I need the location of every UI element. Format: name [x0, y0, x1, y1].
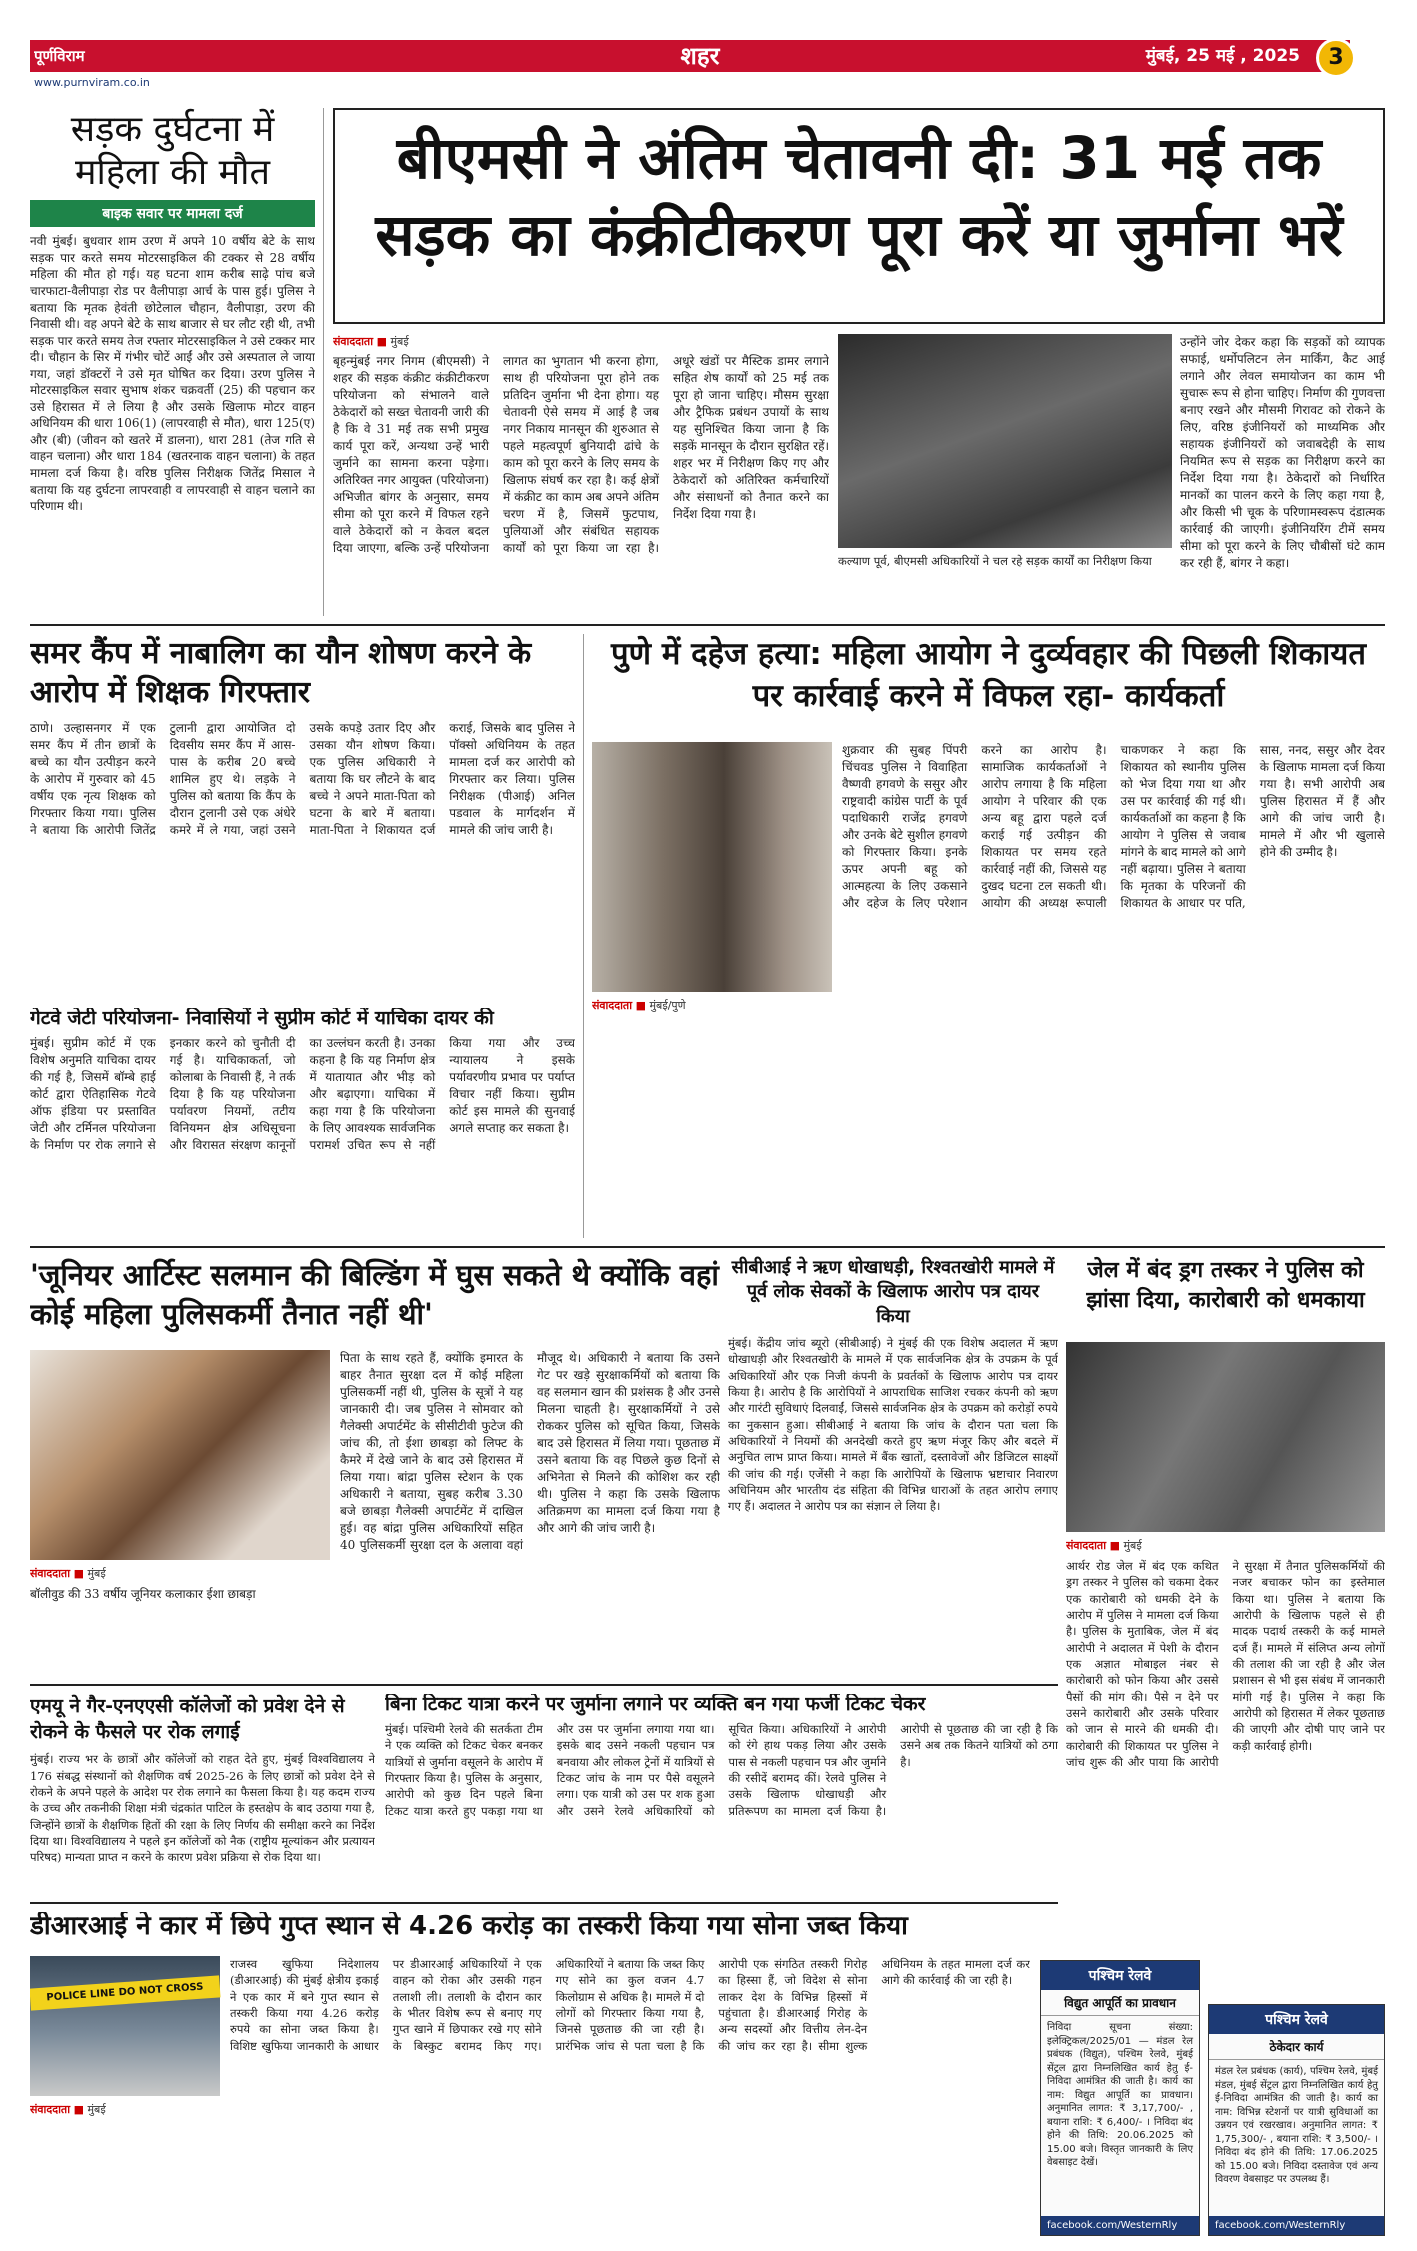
byline-city: मुंबई: [1123, 1539, 1142, 1552]
pune-text: शुक्रवार की सुबह पिंपरी चिंचवड पुलिस ने विवाहिता वैष्णवी हगवणे के ससुर और राष्ट्रवादी कांग्रेस पार्टी के पूर्व पदाधिकारी राजेंद्र हगवणे और उनके बेटे सुशील हगवणे को गिरफ्तार किया। इनके ऊपर अपनी बहू को आत्महत्या के लिए उकसाने और दहेज के लिए परेशान करने का आरोप है। सामाजिक कार्यकर्ताओं ने आरोप लगाया है कि महिला आयोग ने परिवार की एक अन्य बहू द्वारा पहले दर्ज कराई गई उत्पीड़न की शिकायत पर समय रहते कार्रवाई नहीं की, जिससे यह दुखद घटना टल सकती थी। आयोग की अध्यक्ष रूपाली चाकणकर ने कहा कि शिकायत को स्थानीय पुलिस को भेज दिया गया था और उस पर कार्रवाई की गई थी। कार्यकर्ताओं का कहना है कि आयोग ने पुलिस से जवाब मांगने के बाद मामले को आगे नहीं बढ़ाया। पुलिस ने बताया कि मृतका के परिजनों की शिकायत के आधार पर पति, सास, ननद, ससुर और देवर के खिलाफ मामला दर्ज किया गया है। सभी आरोपी अब पुलिस हिरासत में हैं और आगे की जांच जारी है। मामले में और भी खुलासे होने की उम्मीद है।: [842, 743, 1385, 911]
story-pocso: [30, 634, 575, 1000]
page-number-badge: [1316, 38, 1356, 78]
story-salman: [30, 1256, 720, 1676]
byline-marker: ■: [635, 999, 646, 1012]
story-ticket: [385, 1694, 1058, 1894]
cbi-text: मुंबई। केंद्रीय जांच ब्यूरो (सीबीआई) ने मुंबई की एक विशेष अदालत में ऋण धोखाधड़ी और रिश्वतखोरी के मामले में एक सार्वजनिक क्षेत्र के उपक्रम के पूर्व अधिकारियों और एक निजी कंपनी के प्रवर्तकों के खिलाफ आरोप पत्र दायर किया है। आरोप है कि आरोपियों ने आपराधिक साजिश रचकर कंपनी को ऋण और गारंटी सुविधाएं दिलवाईं, जिससे सार्वजनिक क्षेत्र के उपक्रम को करोड़ों रुपये का नुकसान हुआ। सीबीआई ने बताया कि जांच के दौरान पता चला कि अधिकारियों ने नियमों की अनदेखी करते हुए ऋण मंजूर किए और बदले में अनुचित लाभ प्राप्त किया। मामले में बैंक खातों, दस्तावेजों और डिजिटल साक्ष्यों की जांच की गई। एजेंसी ने कहा कि आरोपियों के खिलाफ भ्रष्टाचार निवारण अधिनियम और भारतीय दंड संहिता की विभिन्न धाराओं के तहत आरोप लगाए गए हैं। अदालत ने आरोप पत्र का संज्ञान ले लिया है।: [728, 1335, 1058, 1514]
section-title: शहर: [680, 42, 720, 70]
dri-text: राजस्व खुफिया निदेशालय (डीआरआई) की मुंबई क्षेत्रीय इकाई ने एक कार में बने गुप्त स्थान से तस्करी किया गया 4.26 करोड़ रुपये का सोना जब्त किया है। विशिष्ट खुफिया जानकारी के आधार पर डीआरआई अधिकारियों ने एक वाहन को रोका और उसकी गहन तलाशी ली। तलाशी के दौरान कार के भीतर विशेष रूप से बनाए गए गुप्त खाने में छिपाकर रखे गए सोने के बिस्कुट बरामद किए गए। अधिकारियों ने बताया कि जब्त किए गए सोने का कुल वजन 4.7 किलोग्राम से अधिक है। मामले में दो लोगों को गिरफ्तार किया गया है, जिनसे पूछताछ की जा रही है। प्रारंभिक जांच से पता चला है कि आरोपी एक संगठित तस्करी गिरोह का हिस्सा हैं, जो विदेश से सोना लाकर देश के विभिन्न हिस्सों में पहुंचाता है। डीआरआई गिरोह के अन्य सदस्यों और वित्तीय लेन-देन की जांच कर रहा है। सीमा शुल्क अधिनियम के तहत मामला दर्ज कर आगे की कार्रवाई की जा रही है।: [230, 1957, 1030, 2053]
lead-photo-caption: कल्याण पूर्व, बीएमसी अधिकारियों ने चल रहे सड़क कार्यों का निरीक्षण किया: [838, 554, 1152, 568]
mu-headline: एमयू ने गैर-एनएएसी कॉलेजों को प्रवेश देने से रोकने के फैसले पर रोक लगाई: [30, 1695, 345, 1743]
story-drug: [1066, 1256, 1385, 1996]
website[interactable]: www.purnviram.co.in: [34, 76, 150, 89]
lead-photo-block: [838, 334, 1172, 616]
railway-tender-ad-2: [1208, 2004, 1385, 2236]
salman-headline: 'जूनियर आर्टिस्ट सलमान की बिल्डिंग में घुस सकते थे क्योंकि वहां कोई महिला पुलिसकर्मी तैनात नहीं थी': [30, 1258, 719, 1332]
dri-headline: डीआरआई ने कार में छिपे गुप्त स्थान से 4.26 करोड़ का तस्करी किया गया सोना जब्त किया: [30, 1912, 908, 1941]
byline-marker: ■: [1109, 1539, 1120, 1552]
lead-headline: बीएमसी ने अंतिम चेतावनी दी: 31 मई तक सड़क का कंक्रीटीकरण पूरा करें या जुर्माना भरें: [375, 124, 1343, 270]
byline-city: मुंबई/पुणे: [649, 999, 686, 1012]
ad2-text: मंडल रेल प्रबंधक (कार्य), पश्चिम रेलवे, मुंबई मंडल, मुंबई सेंट्रल द्वारा निम्नलिखित कार्य हेतु ई-निविदा आमंत्रित की जाती है। कार्य का नाम: विभिन्न स्टेशनों पर यात्री सुविधाओं का उन्नयन एवं रखरखाव। अनुमानित लागत: ₹ 1,75,300/- , बयाना राशि: ₹ 3,500/- । निविदा बंद होने की तिथि: 17.06.2025 को 15.00 बजे। निविदा दस्तावेज एवं अन्य विवरण वेबसाइट पर उपलब्ध हैं।: [1215, 2066, 1378, 2185]
lead-story-text: बृहन्मुंबई नगर निगम (बीएमसी) ने शहर की सड़क कंक्रीट कंक्रीटीकरण परियोजना को संभालने वाले ठेकेदारों को सख्त चेतावनी जारी की है कि वे 31 मई तक सभी प्रमुख कार्य पूरा करें, अन्यथा उन्हें भारी जुर्माने का सामना करना पड़ेगा। अतिरिक्त नगर आयुक्त (परियोजना) अभिजीत बांगर के अनुसार, समय सीमा को पूरा करने में विफल रहने वाले ठेकेदारों को न केवल बदल दिया जाएगा, बल्कि उन्हें परियोजना लागत का भुगतान भी करना होगा, साथ ही परियोजना पूरा होने तक प्रतिदिन जुर्माना भी देना होगा। यह चेतावनी ऐसे समय में आई है जब नगर निकाय मानसून की शुरुआत से पहले महत्वपूर्ण बुनियादी ढांचे के काम को पूरा करने के लिए समय के खिलाफ संघर्ष कर रहा है। कई क्षेत्रों में कंक्रीट का काम अब अपने अंतिम चरण में है, जिसमें फुटपाथ, पुलियाओं और संबंधित सहायक कार्यों को पूरा किया जा रहा है। अधूरे खंडों पर मैस्टिक डामर लगाने सहित शेष कार्यों को 25 मई तक पूरा हो जाना चाहिए। मौसम सुरक्षा और ट्रैफिक प्रबंधन उपायों के साथ यह सुनिश्चित किया जाना है कि सड़कें मानसून के दौरान सुरक्षित रहें। शहर भर में निरीक्षण किए गए और ठेकेदारों को अतिरिक्त कर्मचारियों और संसाधनों को तैनात करने का निर्देश दिया गया है।: [333, 354, 829, 556]
byline-city: मुंबई: [390, 335, 409, 348]
lead-inspection-photo: [838, 334, 1172, 548]
gateway-text: मुंबई। सुप्रीम कोर्ट में एक विशेष अनुमति याचिका दायर की गई है, जिसमें बॉम्बे हाई कोर्ट द्वारा ऐतिहासिक गेटवे ऑफ इंडिया पर प्रस्तावित जेटी और टर्मिनल परियोजना के निर्माण पर रोक लगाने से इनकार करने को चुनौती दी गई है। याचिकाकर्ता, जो कोलाबा के निवासी हैं, ने तर्क दिया है कि यह परियोजना पर्यावरण नियमों, तटीय विनियमन क्षेत्र अधिसूचना और विरासत संरक्षण कानूनों का उल्लंघन करती है। उनका कहना है कि यह निर्माण क्षेत्र में यातायात और भीड़ को और बढ़ाएगा। याचिका में कहा गया है कि परियोजना के लिए आवश्यक सार्वजनिक परामर्श उचित रूप से नहीं किया गया और उच्च न्यायालय ने इसके पर्यावरणीय प्रभाव पर पर्याप्त विचार नहीं किया। सुप्रीम कोर्ट इस मामले की सुनवाई अगले सप्ताह कर सकता है।: [30, 1035, 575, 1153]
ad1-header: पश्चिम रेलवे: [1041, 1961, 1199, 1990]
byline-city: मुंबई: [87, 1567, 106, 1580]
byline-marker: ■: [73, 2103, 84, 2116]
police-tape: POLICE LINE DO NOT CROSS: [30, 1975, 221, 2010]
paper-name: पूर्णविराम: [34, 47, 85, 65]
issue-date: मुंबई, 25 मई , 2025: [1145, 46, 1300, 66]
byline-label: संवाददाता: [30, 1567, 71, 1580]
ad2-title: ठेकेदार कार्य: [1209, 2034, 1384, 2060]
lead-headline-box: [333, 108, 1385, 324]
pune-accused-photo: [592, 742, 832, 992]
side-story-text: नवी मुंबई। बुधवार शाम उरण में अपने 10 वर्षीय बेटे के साथ सड़क पार करते समय मोटरसाइकिल की टक्कर से 28 वर्षीय महिला की मौत हो गई। यह घटना शाम करीब साढ़े पांच बजे चारफाटा-वैलीपाड़ा रोड पर वैलीपाड़ा आर्च के पास हुई। पुलिस ने बताया कि मृतक हेवंती छोटेलाल चौहान, वैलीपाड़ा, उरण की निवासी थी। वह अपने बेटे के साथ बाजार से घर लौट रही थी, तभी सड़क पार करते समय तेज रफ्तार मोटरसाइकिल ने उसे टक्कर मार दी। चौहान के सिर में गंभीर चोटें आईं और उसे अस्पताल ले जाया गया, जहां डॉक्टरों ने उसे मृत घोषित कर दिया। उरण पुलिस ने मोटरसाइकिल सवार सुभाष शंकर चक्रवर्ती (25) की पहचान कर उसे हिरासत में ले लिया है और उसके खिलाफ मोटर वाहन अधिनियम की धारा 106(1) (लापरवाही से मौत), धारा 125(ए) और (बी) (जीवन को खतरे में डालना), धारा 281 (तेज गति से वाहन चलाना) और धारा 184 (खतरनाक वाहन चलाना) के तहत मामला दर्ज किया है। वरिष्ठ पुलिस निरीक्षक जितेंद्र मिसाल ने बताया कि यह दुर्घटना लापरवाही व लापरवाही से वाहन चलाने का परिणाम थी।: [30, 234, 315, 514]
ad1-footer[interactable]: facebook.com/WesternRly: [1041, 2216, 1199, 2235]
ad1-title: विद्युत आपूर्ति का प्रावधान: [1041, 1990, 1199, 2016]
dri-byline: [30, 2102, 220, 2117]
pocso-headline: समर कैंप में नाबालिग का यौन शोषण करने के आरोप में शिक्षक गिरफ्तार: [30, 636, 532, 710]
ad2-footer[interactable]: facebook.com/WesternRly: [1209, 2216, 1384, 2235]
page-number: 3: [1328, 45, 1344, 70]
salman-text: पिता के साथ रहते हैं, क्योंकि इमारत के बाहर तैनात सुरक्षा दल में कोई महिला पुलिसकर्मी नहीं थी, पुलिस के सूत्रों ने यह जानकारी दी। जब पुलिस ने सोमवार को गैलेक्सी अपार्टमेंट के सीसीटीवी फुटेज की जांच की, तो ईशा छाबड़ा को लिफ्ट के कैमरे में देखे जाने के बाद उसे हिरासत में लिया गया। बांद्रा पुलिस स्टेशन के एक अधिकारी ने बताया, सुबह करीब 3.30 बजे छाबड़ा गैलेक्सी अपार्टमेंट में दाखिल हुई। वह बांद्रा पुलिस अधिकारियों सहित 40 पुलिसकर्मी सुरक्षा दल के अलावा वहां मौजूद थे। अधिकारी ने बताया कि उसने गेट पर खड़े सुरक्षाकर्मियों को बताया कि वह सलमान खान की प्रशंसक है और उनसे मिलना चाहती है। सुरक्षाकर्मियों ने उसे रोककर पुलिस को सूचित किया, जिसके बाद उसे हिरासत में लिया गया। पूछताछ में उसने बताया कि वह पिछले कुछ दिनों से अभिनेता से मिलने की कोशिश कर रही थी। पुलिस ने कहा कि उसके खिलाफ अतिक्रमण का मामला दर्ज किया गया है और आगे की जांच जारी है।: [340, 1351, 720, 1553]
divider-mid: [583, 634, 584, 1238]
salman-byline: [30, 1566, 330, 1581]
side-story-title: सड़क दुर्घटना में महिला की मौत: [70, 109, 275, 194]
cbi-headline: सीबीआई ने ऋण धोखाधड़ी, रिश्वतखोरी मामले में पूर्व लोक सेवकों के खिलाफ आरोप पत्र दायर किया: [731, 1257, 1055, 1327]
section-rule: [30, 624, 1385, 626]
byline-label: संवाददाता: [333, 335, 374, 348]
paper-logo: [34, 40, 194, 72]
byline-label: संवाददाता: [1066, 1539, 1107, 1552]
section-rule: [30, 1684, 1058, 1686]
salman-photo-caption: बॉलीवुड की 33 वर्षीय जूनियर कलाकार ईशा छाबड़ा: [30, 1587, 256, 1601]
drug-headline: जेल में बंद ड्रग तस्कर ने पुलिस को झांसा दिया, कारोबारी को धमकाया: [1086, 1258, 1365, 1313]
lead-story-body: [333, 334, 829, 616]
pune-byline: [592, 998, 832, 1013]
lead-story-right: [1180, 334, 1385, 616]
ticket-headline: बिना टिकट यात्रा करने पर जुर्माना लगाने पर व्यक्ति बन गया फर्जी टिकट चेकर: [385, 1694, 926, 1715]
byline-label: संवाददाता: [592, 999, 633, 1012]
story-pune: [592, 634, 1385, 1238]
gateway-headline: गेटवे जेटी परियोजना- निवासियों ने सुप्रीम कोर्ट में याचिका दायर की: [30, 1008, 494, 1029]
side-story-road-accident: [30, 108, 315, 616]
pocso-text: ठाणे। उल्हासनगर में एक समर कैंप में तीन छात्रों के बच्चे का यौन उत्पीड़न करने के आरोप में गुरुवार को 45 वर्षीय एक नृत्य शिक्षक को गिरफ्तार किया गया। पुलिस ने बताया कि आरोपी जितेंद्र टुलानी द्वारा आयोजित दो दिवसीय समर कैंप में आस-पास के करीब 20 बच्चे शामिल हुए थे। लड़के ने पुलिस को बताया कि कैंप के दौरान टुलानी उसे एक अंधेरे कमरे में ले गया, जहां उसने उसके कपड़े उतार दिए और उसका यौन शोषण किया। एक पुलिस अधिकारी ने बताया कि घर लौटने के बाद बच्चे ने अपने माता-पिता को घटना के बारे में बताया। माता-पिता ने शिकायत दर्ज कराई, जिसके बाद पुलिस ने पॉक्सो अधिनियम के तहत मामला दर्ज कर आरोपी को गिरफ्तार कर लिया। पुलिस निरीक्षक (पीआई) अनिल पडवाल के मार्गदर्शन में मामले की जांच जारी है।: [30, 721, 575, 838]
story-mu: [30, 1694, 375, 1894]
drug-text: आर्थर रोड जेल में बंद एक कथित ड्रग तस्कर ने पुलिस को चकमा देकर एक कारोबारी को धमकी देने के आरोप में पुलिस ने मामला दर्ज किया है। पुलिस के मुताबिक, जेल में बंद आरोपी ने अदालत में पेशी के दौरान एक अज्ञात मोबाइल नंबर से कारोबारी को फोन किया और उससे पैसों की मांग की। पैसे न देने पर उसने कारोबारी और उसके परिवार को जान से मारने की धमकी दी। कारोबारी की शिकायत पर पुलिस ने जांच शुरू की और पाया कि आरोपी ने सुरक्षा में तैनात पुलिसकर्मियों की नजर बचाकर फोन का इस्तेमाल किया था। पुलिस ने बताया कि आरोपी के खिलाफ पहले से ही मादक पदार्थ तस्करी के कई मामले दर्ज हैं। मामले में संलिप्त अन्य लोगों की तलाश की जा रही है और जेल प्रशासन से भी इस संबंध में जानकारी मांगी गई है। पुलिस ने कहा कि आरोपी को हिरासत में लेकर पूछताछ की जाएगी और दोषी पाए जाने पर कड़ी कार्रवाई होगी।: [1066, 1559, 1385, 1769]
story-cbi: [728, 1256, 1058, 1676]
ticket-text: मुंबई। पश्चिमी रेलवे की सतर्कता टीम ने एक व्यक्ति को टिकट चेकर बनकर यात्रियों से जुर्माना वसूलने के आरोप में गिरफ्तार किया है। पुलिस के अनुसार, आरोपी को कुछ दिन पहले बिना टिकट यात्रा करते हुए पकड़ा गया था और उस पर जुर्माना लगाया गया था। इसके बाद उसने नकली पहचान पत्र बनवाया और लोकल ट्रेनों में यात्रियों से टिकट जांच के नाम पर पैसे वसूलने लगा। एक यात्री को उस पर शक हुआ और उसने रेलवे अधिकारियों को सूचित किया। अधिकारियों ने आरोपी को रंगे हाथ पकड़ लिया और उसके पास से नकली पहचान पत्र और जुर्माने की रसीदें बरामद कीं। रेलवे पुलिस ने उसके खिलाफ धोखाधड़ी और प्रतिरूपण का मामला दर्ज किया है। आरोपी से पूछताछ की जा रही है कि उसने अब तक कितने यात्रियों को ठगा है।: [385, 1721, 1058, 1818]
byline-marker: ■: [376, 335, 387, 348]
mu-text: मुंबई। राज्य भर के छात्रों और कॉलेजों को राहत देते हुए, मुंबई विश्वविद्यालय ने 176 संबद्ध संस्थानों को शैक्षणिक वर्ष 2025-26 के लिए छात्रों को प्रवेश देने से रोकने के अपने पहले के आदेश पर रोक लगाने का फैसला किया है। यह कदम राज्य के उच्च और तकनीकी शिक्षा मंत्री चंद्रकांत पाटिल के हस्तक्षेप के बाद उठाया गया है, जिन्होंने छात्रों के शैक्षणिक हितों की रक्षा के लिए निर्णय की समीक्षा करने का निर्देश दिया था। विश्वविद्यालय ने पहले इन कॉलेजों को नैक (राष्ट्रीय मूल्यांकन और प्रत्यायन परिषद) मान्यता प्राप्त न करने के कारण प्रवेश प्रक्रिया से रोक दिया था।: [30, 1752, 375, 1865]
byline-city: मुंबई: [87, 2103, 106, 2116]
salman-accused-photo: [30, 1350, 330, 1560]
byline-marker: ■: [73, 1567, 84, 1580]
section-rule: [30, 1246, 1385, 1248]
byline-label: संवाददाता: [30, 2103, 71, 2116]
section-rule: [30, 1902, 1058, 1904]
side-story-subhead: बाइक सवार पर मामला दर्ज: [30, 200, 315, 227]
lead-story-right-text: उन्होंने जोर देकर कहा कि सड़कों को व्यापक सफाई, धर्मोपलिटन लेन मार्किंग, कैट आई लगाने और लेवल समायोजन का काम भी सुचारू रूप से होना चाहिए। निर्माण की गुणवत्ता बनाए रखने और मौसमी गिरावट को रोकने के लिए, वरिष्ठ इंजीनियरों को माध्यमिक और सहायक इंजीनियरों को जवाबदेही के साथ नियमित रूप से सड़क का निरीक्षण करने का निर्देश दिया गया है। ठेकेदारों को निर्धारित मानकों का पालन करने के लिए कहा गया है, और किसी भी चूक के परिणामस्वरूप दंडात्मक कार्रवाई की जाएगी। इंजीनियरिंग टीमें समय सीमा को पूरा करने के लिए चौबीसों घंटे काम कर रही हैं, बांगर ने कहा।: [1180, 335, 1385, 571]
pune-headline: पुणे में दहेज हत्या: महिला आयोग ने दुर्व्यवहार की पिछली शिकायत पर कार्रवाई करने में विफल रहा- कार्यकर्ता: [611, 636, 1366, 714]
masthead: [0, 0, 1417, 102]
story-dri: [30, 1912, 1030, 2242]
drug-scene-photo: [1066, 1342, 1385, 1532]
drug-byline: [1066, 1538, 1385, 1553]
ad1-text: निविदा सूचना संख्या: इलेक्ट्रिकल/2025/01 — मंडल रेल प्रबंधक (विद्युत), पश्चिम रेलवे, मुंबई सेंट्रल द्वारा निम्नलिखित कार्य हेतु ई-निविदा आमंत्रित की जाती है। कार्य का नाम: विद्युत आपूर्ति का प्रावधान। अनुमानित लागत: ₹ 3,17,700/- , बयाना राशि: ₹ 6,400/- । निविदा बंद होने की तिथि: 20.06.2025 को 15.00 बजे। विस्तृत जानकारी के लिए वेबसाइट देखें।: [1047, 2022, 1193, 2168]
railway-tender-ad-1: [1040, 1960, 1200, 2236]
lead-byline: [333, 334, 829, 349]
lead-divider: [323, 108, 324, 616]
ad2-header: पश्चिम रेलवे: [1209, 2005, 1384, 2034]
story-gateway: [30, 1008, 575, 1238]
